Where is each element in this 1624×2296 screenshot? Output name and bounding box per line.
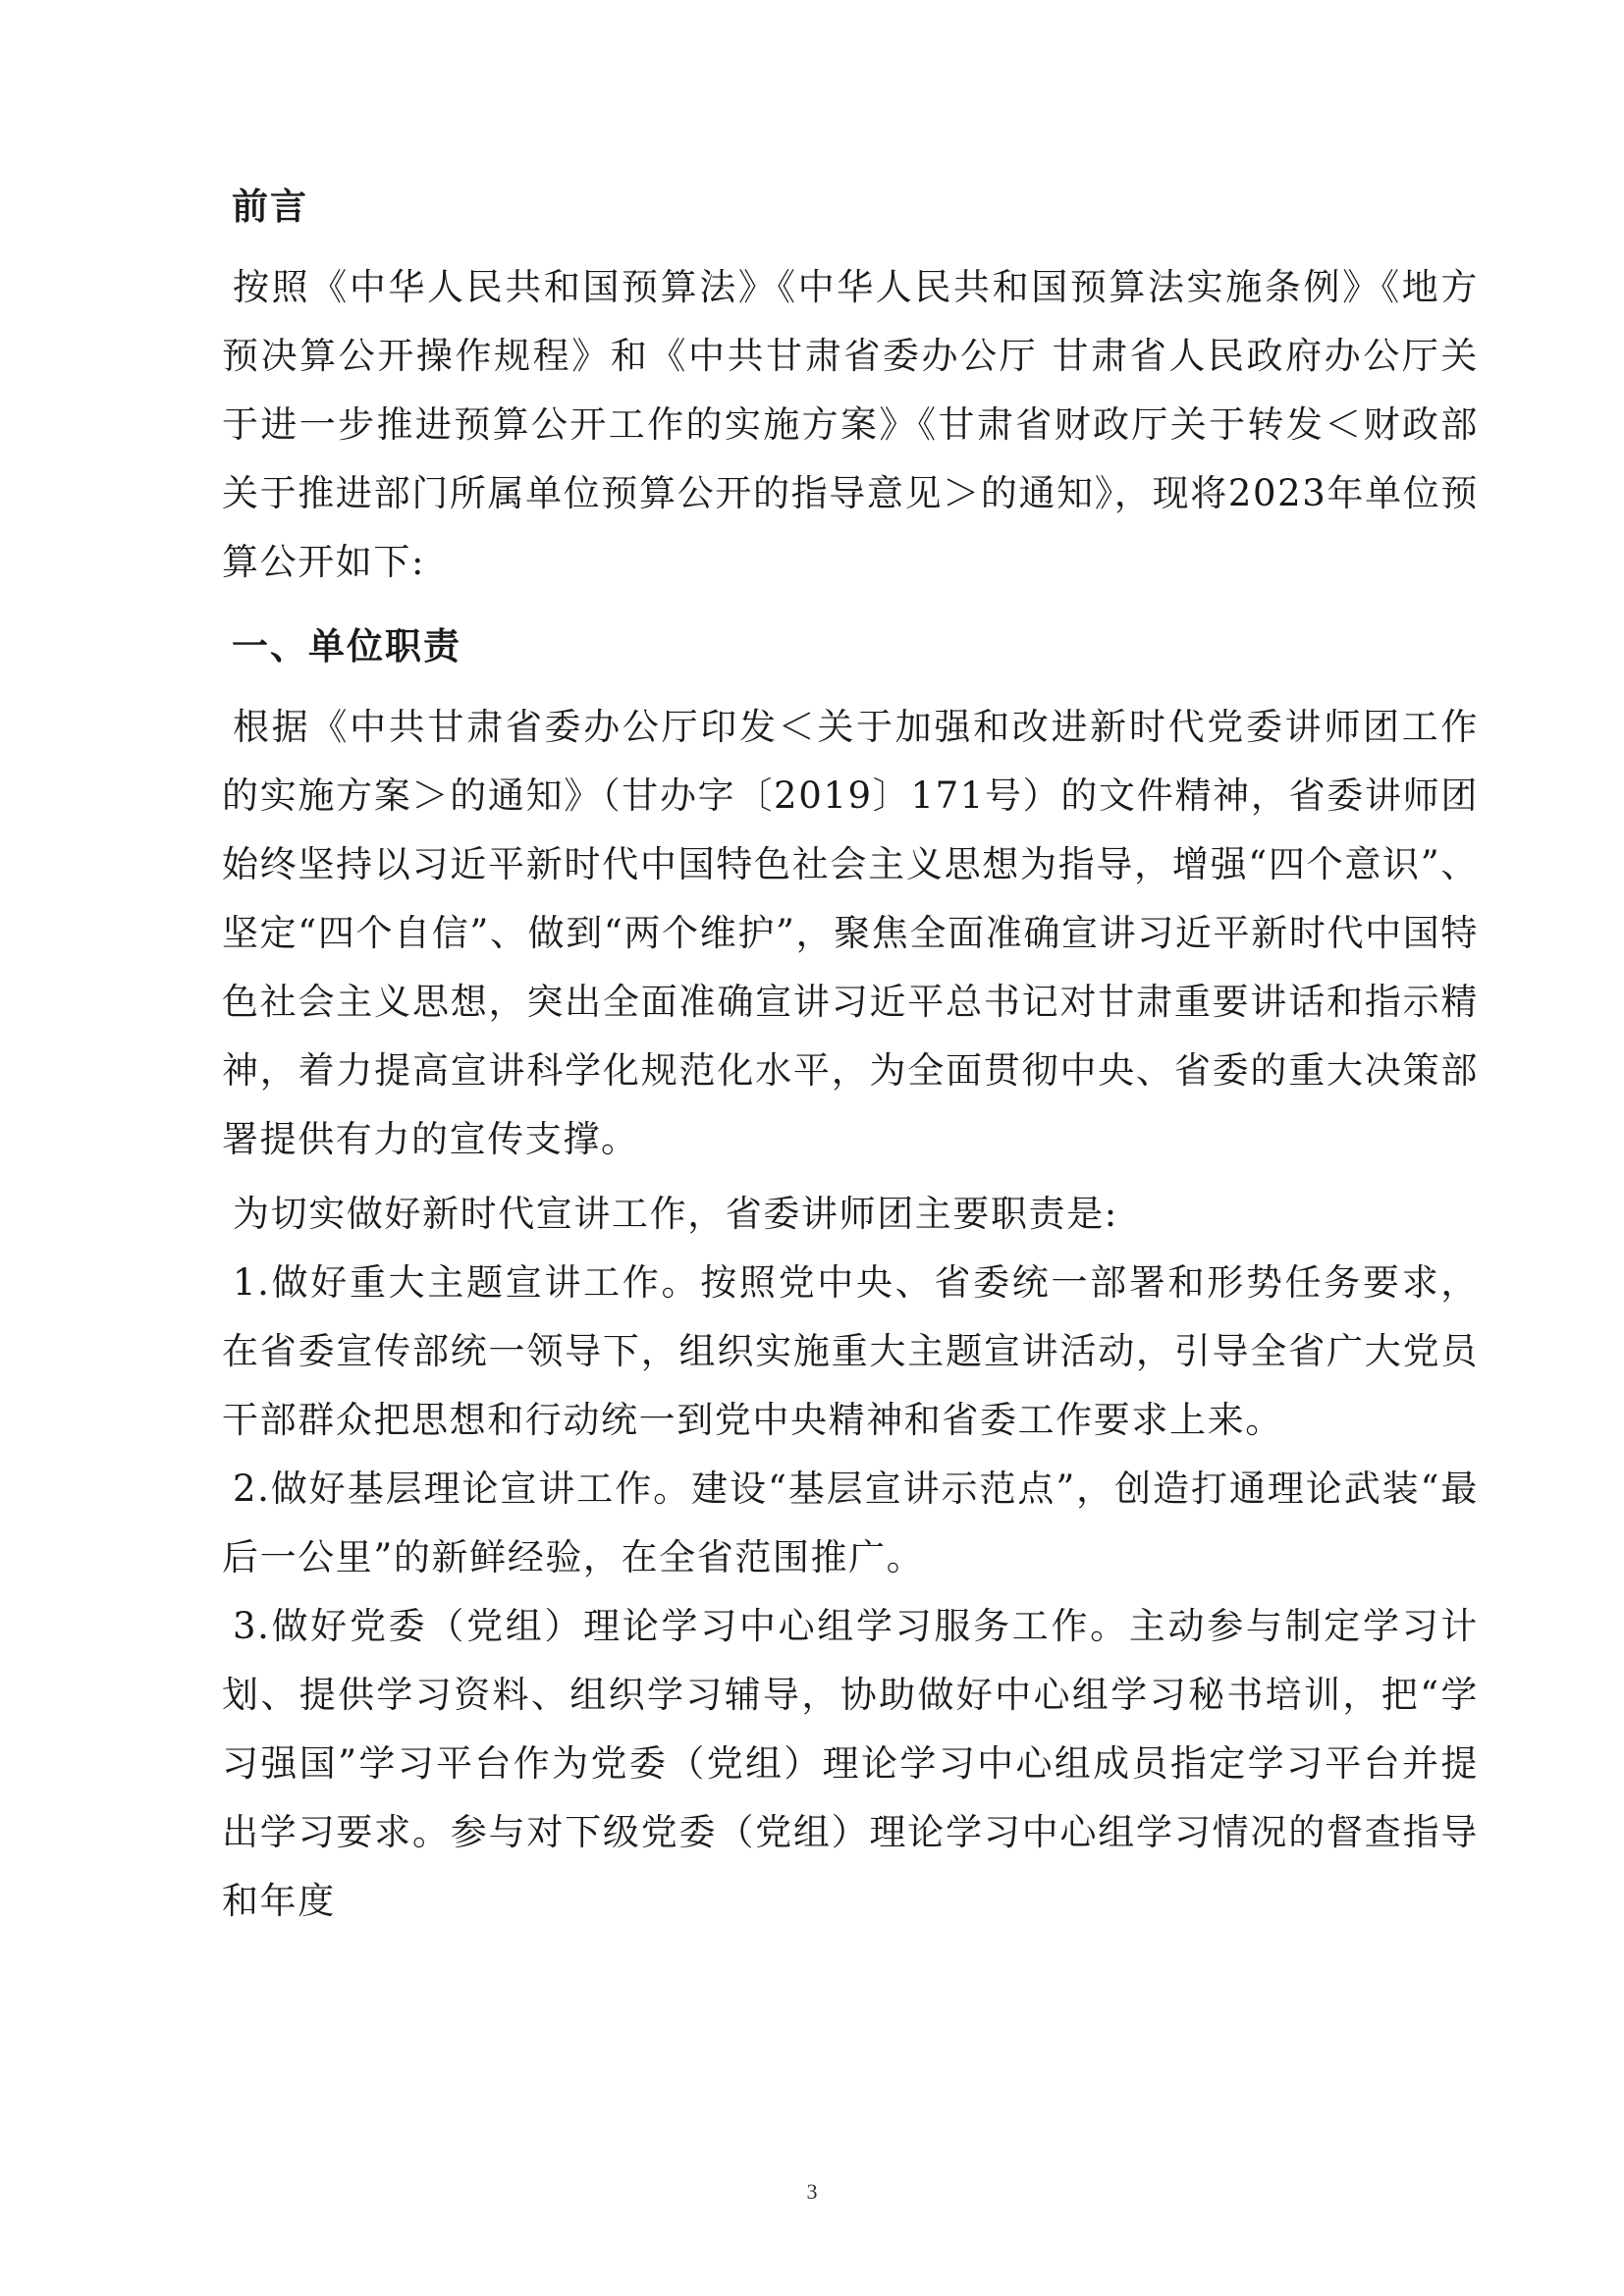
duty-item-3: 3.做好党委（党组）理论学习中心组学习服务工作。主动参与制定学习计划、提供学习资料、组织学习辅导，协助做好中心组学习秘书培训，把“学习强国”学习平台作为党委（党组）理论学习中心组成员指定学习平台并提出学习要求。参与对下级党委（党组）理论学习中心组学习情况的督查指导和年度 bbox=[222, 1605, 1479, 1922]
preface-paragraph: 按照《中华人民共和国预算法》《中华人民共和国预算法实施条例》《地方预决算公开操作规程》和《中共甘肃省委办公厅 甘肃省人民政府办公厅关于进一步推进预算公开工作的实施方案》《甘肃省财政厅关于转发＜财政部关于推进部门所属单位预算公开的指导意见＞的通知》，现将2023年单位预算公开如下: bbox=[222, 266, 1479, 583]
preface-heading: 前言 bbox=[232, 186, 308, 228]
section-heading-duties: 一、单位职责 bbox=[232, 625, 461, 667]
document-body bbox=[222, 175, 1479, 1936]
duty-item-1: 1.做好重大主题宣讲工作。按照党中央、省委统一部署和形势任务要求，在省委宣传部统一领导下，组织实施重大主题宣讲活动，引导全省广大党员干部群众把思想和行动统一到党中央精神和省委工作要求上来。 bbox=[222, 1261, 1479, 1441]
duties-lead-paragraph: 为切实做好新时代宣讲工作，省委讲师团主要职责是: bbox=[233, 1193, 1118, 1235]
duties-list bbox=[222, 1180, 1479, 1936]
duty-item-2: 2.做好基层理论宣讲工作。建设“基层宣讲示范点”，创造打通理论武装“最后一公里”的新鲜经验，在全省范围推广。 bbox=[222, 1468, 1479, 1578]
page-number: 3 bbox=[806, 2179, 818, 2204]
spacer bbox=[222, 597, 1479, 614]
duties-intro-paragraph: 根据《中共甘肃省委办公厅印发＜关于加强和改进新时代党委讲师团工作的实施方案＞的通知》（甘办字〔2019〕171号）的文件精神，省委讲师团始终坚持以习近平新时代中国特色社会主义思想为指导，增强“四个意识”、坚定“四个自信”、做到“两个维护”，聚焦全面准确宣讲习近平新时代中国特色社会主义思想，突出全面准确宣讲习近平总书记对甘肃重要讲话和指示精神，着力提高宣讲科学化规范化水平，为全面贯彻中央、省委的重大决策部署提供有力的宣传支撑。 bbox=[222, 706, 1479, 1160]
